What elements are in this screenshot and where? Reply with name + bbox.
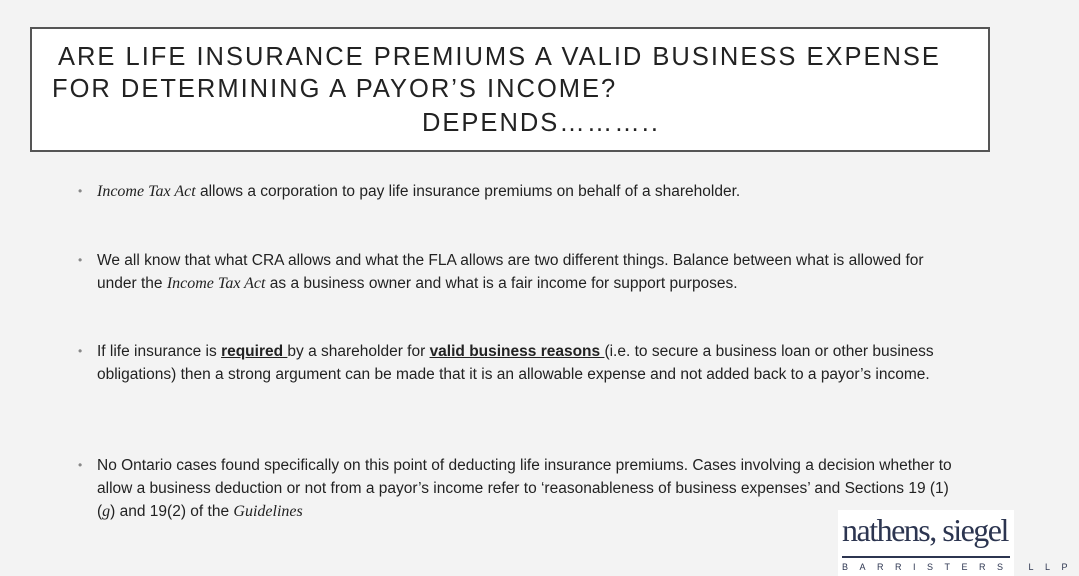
bullet-marker: • [78, 184, 83, 198]
italic-text: Guidelines [233, 503, 303, 520]
logo-subtitle: BARRISTERS LLP [842, 562, 1079, 572]
firm-logo [838, 510, 1079, 576]
text-segment: as a business owner and what is a fair income for support purposes. [265, 275, 738, 292]
title-line-2: FOR DETERMINING A PAYOR’S INCOME? [52, 75, 618, 103]
text-segment: ) and 19(2) of the [110, 503, 234, 520]
logo-divider [842, 556, 1010, 558]
bullet-text [97, 454, 957, 523]
text-segment: If life insurance is [97, 343, 222, 360]
logo-name: nathens, siegel [842, 512, 1008, 548]
text-segment: We all know that what CRA allows and what the FLA allows are two different things. Balance between what is allowed for under the [97, 252, 924, 292]
title-line-3: DEPENDS……….. [422, 109, 660, 137]
italic-text: g [102, 503, 111, 520]
bullet-text [97, 249, 957, 295]
bullet-text [97, 340, 957, 386]
text-segment: allows a corporation to pay life insurance premiums on behalf of a shareholder. [195, 183, 741, 200]
emphasis-valid-business-reasons: valid business reasons [429, 343, 605, 360]
text-segment: (i.e. to secure a business loan or other business obligations) then a strong argument can be made that it is an allowable expense and not added back to a payor’s income. [97, 343, 934, 383]
text-segment: No Ontario cases found specifically on this point of deducting life insurance premiums. Cases involving a decision whether to allow a business deduction or not from a payor’s income refer to ‘reasonableness of business expenses’ and Sections 19 (1)( [97, 457, 952, 520]
bullet-marker: • [78, 458, 83, 472]
title-line-1: ARE LIFE INSURANCE PREMIUMS A VALID BUSINESS EXPENSE [58, 43, 941, 71]
bullet-marker: • [78, 344, 83, 358]
bullet-text [97, 180, 957, 203]
emphasis-required: required [221, 343, 288, 360]
italic-text: Income Tax Act [166, 275, 266, 292]
italic-text: Income Tax Act [97, 183, 196, 200]
title-box [30, 27, 990, 152]
text-segment: by a shareholder for [287, 343, 430, 360]
bullet-marker: • [78, 253, 83, 267]
